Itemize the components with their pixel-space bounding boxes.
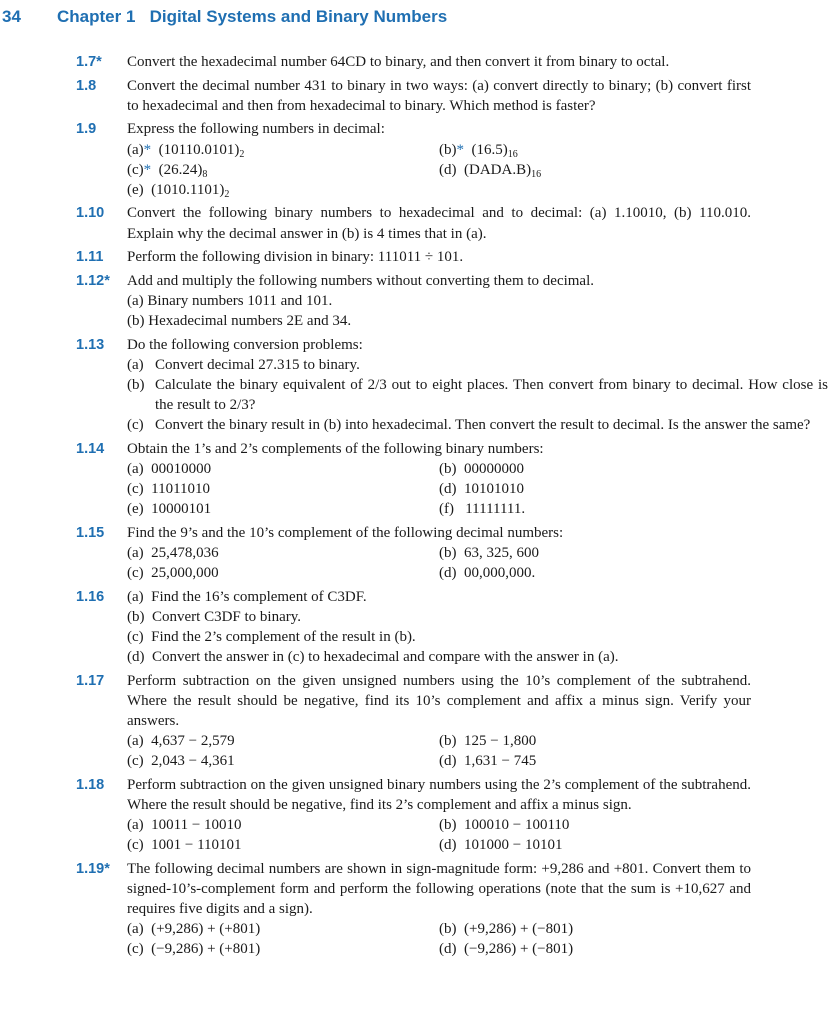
answer-row	[127, 751, 751, 771]
problem-number: 1.16	[76, 588, 105, 605]
problem-1-12	[0, 271, 828, 331]
part-label: (b)	[127, 376, 145, 393]
answer-row	[127, 731, 751, 751]
problem-text: Perform subtraction on the given unsigned binary numbers using the 2’s complement of the subtrahend. Where the result should be negative, find its 2’s complement and affix a minus sign.	[127, 776, 751, 813]
problem-number: 1.7*	[76, 54, 102, 70]
problem-number: 1.9	[76, 121, 97, 138]
part-a: (a) 25,478,036	[127, 544, 219, 561]
problem-1-18	[0, 775, 828, 855]
part-label: (a)	[127, 356, 144, 373]
problem-1-14	[0, 439, 828, 519]
answer-row	[127, 160, 751, 180]
problem-1-17	[0, 671, 828, 771]
part-c	[127, 415, 828, 435]
problem-number: 1.13	[76, 336, 105, 353]
part-f: (f) 11111111.	[439, 501, 526, 518]
problem-number: 1.8	[76, 77, 97, 94]
answer-row	[127, 499, 751, 519]
problem-1-15	[0, 523, 828, 583]
part-label: (c)	[127, 417, 144, 434]
problem-number: 1.14	[76, 440, 105, 457]
problem-number: 1.15	[76, 524, 105, 541]
problem-1-19	[0, 859, 828, 959]
part-b	[127, 375, 828, 415]
problem-number: 1.12*	[76, 272, 110, 289]
part-b: (b) 00000000	[439, 460, 524, 477]
part-e: (e) 10000101	[127, 501, 212, 518]
part-b: (b) 100010 − 100110	[439, 816, 570, 833]
answer-row	[127, 543, 751, 563]
part-d: (d) (−9,286) + (−801)	[439, 941, 574, 958]
problem-number: 1.19*	[76, 860, 110, 877]
answer-row	[127, 939, 751, 959]
star-mark: *	[143, 161, 152, 178]
running-header	[0, 4, 828, 30]
answer-row	[127, 835, 751, 855]
part-a: (a) 00010000	[127, 460, 212, 477]
part-text: Calculate the binary equivalent of 2/3 out to eight places. Then convert from binary to decimal. How close is the result to 2/3?	[155, 376, 828, 414]
part-c: (c) 25,000,000	[127, 565, 219, 581]
problem-number: 1.11	[76, 249, 104, 266]
problem-list	[0, 52, 828, 963]
problem-text: Perform the following division in binary: 111011 ÷ 101.	[127, 249, 464, 266]
part-b: (b) (+9,286) + (−801)	[439, 920, 574, 937]
part-a: (a) (+9,286) + (+801)	[127, 920, 261, 937]
problem-number: 1.10	[76, 205, 105, 222]
part-d: (d) 101000 − 10101	[439, 837, 563, 853]
problem-text: Convert the decimal number 431 to binary in two ways: (a) convert directly to binary; (b) convert first to hexadecimal and then from hexadecimal to binary. Which method is faster?	[127, 77, 751, 114]
part-c: (c) (−9,286) + (+801)	[127, 941, 261, 958]
part-text: Convert decimal 27.315 to binary.	[155, 356, 360, 373]
problem-text: Express the following numbers in decimal:	[127, 121, 385, 138]
answer-row	[127, 563, 751, 583]
problem-1-13	[0, 335, 828, 435]
part-c: (c)* $(26.24)_8$	[127, 161, 208, 180]
part-b: (b) 63, 325, 600	[439, 544, 539, 561]
problem-text: The following decimal numbers are shown in sign-magnitude form: +9,286 and +801. Convert them to signed-10’s-complement form and perform the following operations (note that the sum is +10,627 and requires five digits and a sign).	[127, 860, 751, 917]
part-a: (a) 10011 − 10010	[127, 816, 242, 833]
page-number: 34	[2, 7, 21, 26]
part-b: (b) Convert C3DF to binary.	[127, 608, 302, 625]
part-c: (c) Find the 2’s complement of the result in (b).	[127, 628, 416, 645]
part-e: (e) $(1010.1101)_2$	[127, 181, 230, 200]
part-b: (b) Hexadecimal numbers 2E and 34.	[127, 313, 352, 330]
problem-1-9	[0, 119, 828, 199]
part-d: (d) Convert the answer in (c) to hexadecimal and compare with the answer in (a).	[127, 648, 619, 665]
part-d: (d) 1,631 − 745	[439, 753, 537, 770]
star-mark: *	[143, 141, 152, 158]
part-a: (a) 4,637 − 2,579	[127, 732, 235, 749]
part-b: (b) 125 − 1,800	[439, 732, 537, 749]
problem-text: Add and multiply the following numbers without converting them to decimal.	[127, 272, 595, 289]
answer-row	[127, 815, 751, 835]
problem-text: Do the following conversion problems:	[127, 336, 363, 353]
part-b: (b)* $(16.5)_{16}$	[439, 141, 518, 160]
part-a: (a)* $(10110.0101)_2$	[127, 141, 245, 160]
problem-1-16	[0, 587, 828, 667]
problem-text: Convert the following binary numbers to hexadecimal and to decimal: (a) 1.10010, (b) 110.010. Explain why the decimal answer in (b) is 4 times that in (a).	[127, 205, 751, 242]
answer-row	[127, 479, 751, 499]
problem-1-11	[0, 247, 828, 267]
problem-1-8	[0, 76, 828, 116]
problem-text: Find the 9’s and the 10’s complement of the following decimal numbers:	[127, 524, 564, 541]
part-d: (d) 00,000,000.	[439, 565, 536, 581]
answer-row	[127, 919, 751, 939]
star-mark: *	[456, 141, 464, 158]
part-d: (d) $(DADA.B)_{16}$	[439, 161, 542, 180]
problem-number: 1.17	[76, 672, 105, 689]
answer-row	[127, 140, 751, 160]
chapter-title: Chapter 1 Digital Systems and Binary Numbers	[57, 7, 448, 26]
part-d: (d) 10101010	[439, 481, 524, 498]
problem-text: Obtain the 1’s and 2’s complements of the following binary numbers:	[127, 440, 544, 457]
part-a: (a) Find the 16’s complement of C3DF.	[127, 588, 367, 605]
part-a: (a) Binary numbers 1011 and 101.	[127, 293, 333, 309]
problem-text: Convert the hexadecimal number 64CD to binary, and then convert it from binary to octal.	[127, 54, 670, 70]
problem-1-7	[0, 52, 828, 72]
part-a	[127, 355, 828, 375]
part-c: (c) 11011010	[127, 481, 211, 498]
part-text: Convert the binary result in (b) into hexadecimal. Then convert the result to decimal. Is the answer the same?	[155, 417, 811, 434]
problem-1-10	[0, 203, 828, 243]
problem-number: 1.18	[76, 776, 105, 793]
problem-text: Perform subtraction on the given unsigned numbers using the 10’s complement of the subtrahend. Where the result should be negative, find its 10’s complement and affix a minus sign. Verify your answers.	[127, 672, 751, 729]
part-c: (c) 2,043 − 4,361	[127, 753, 235, 770]
answer-row	[127, 180, 751, 200]
part-c: (c) 1001 − 110101	[127, 837, 242, 853]
answer-row	[127, 459, 751, 479]
